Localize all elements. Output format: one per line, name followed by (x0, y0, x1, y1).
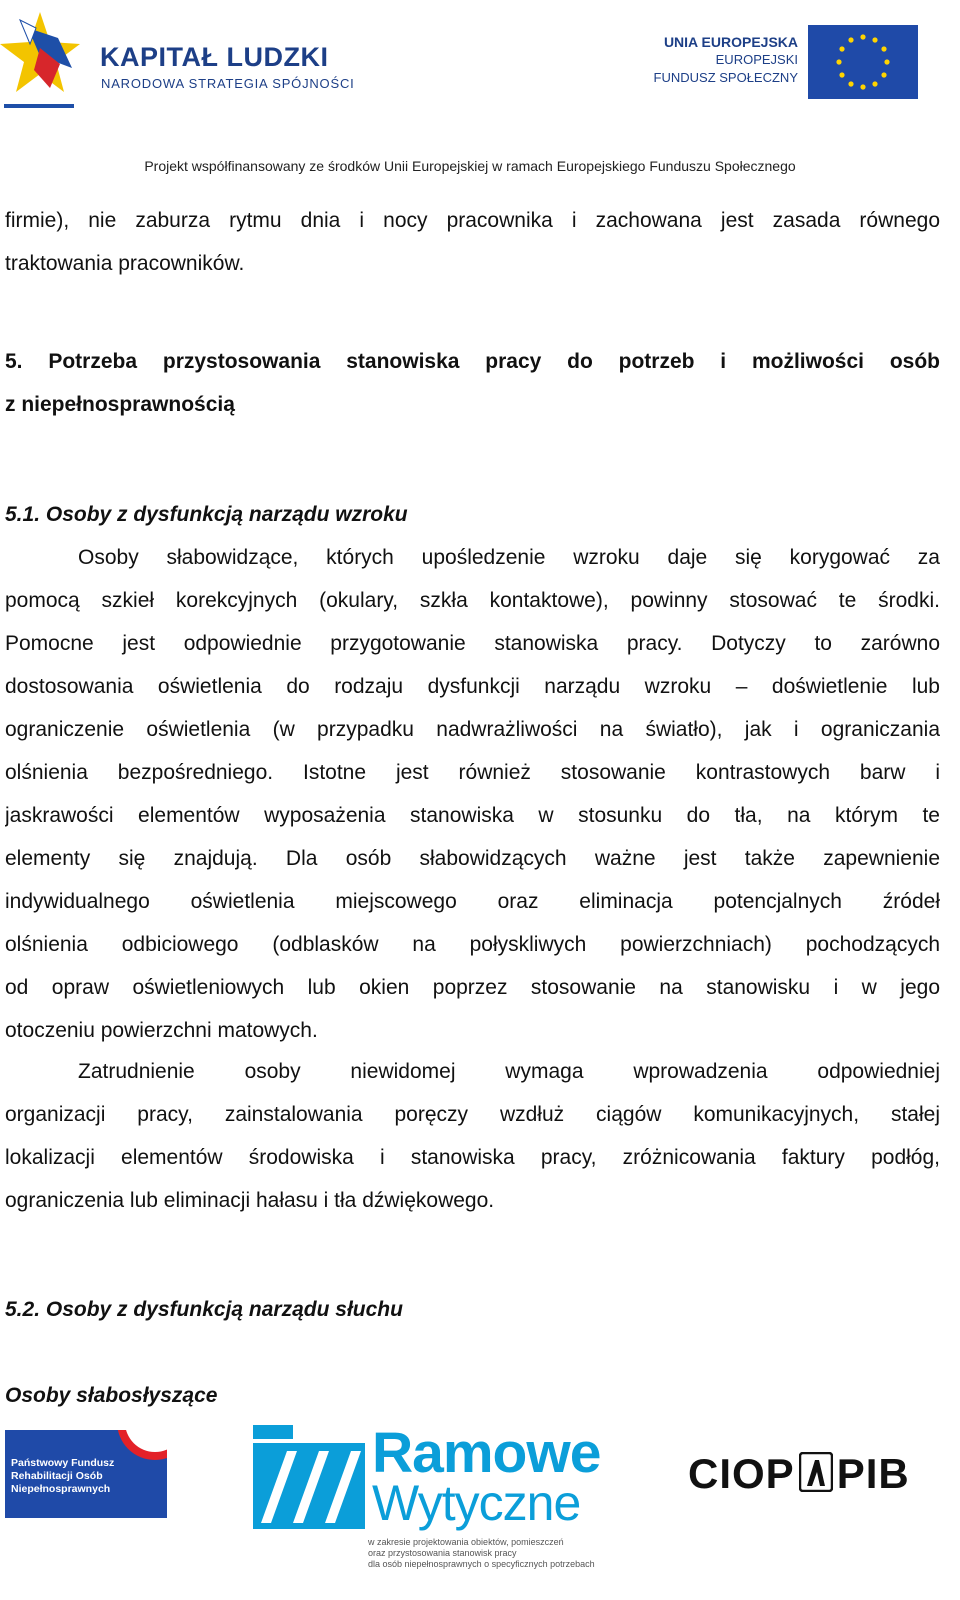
ramowe-wytyczne-graphic-icon (253, 1425, 365, 1535)
text-line: indywidualnego oświetlenia miejscowego oraz eliminacja potencjalnych źródeł (5, 890, 940, 913)
fineprint-line: dla osób niepełnosprawnych o specyficznych potrzebach (368, 1559, 595, 1569)
subheading-hard-of-hearing (5, 1374, 940, 1417)
text-line: Zatrudnienie osoby niewidomej wymaga wprowadzenia odpowiedniej (78, 1060, 940, 1083)
text-line: otoczeniu powierzchni matowych. (5, 1019, 318, 1042)
pib-text: PIB (836, 1450, 910, 1497)
text-line: jaskrawości elementów wyposażenia stanowiska w stosunku do tła, na którym te (5, 804, 940, 827)
heading-line: z niepełnosprawnością (5, 393, 235, 416)
text-line: od opraw oświetleniowych lub okien poprzez stosowanie na stanowisku i w jego (5, 976, 940, 999)
pfron-line-3: Niepełnosprawnych (11, 1483, 111, 1495)
text-line: firmie), nie zaburza rytmu dnia i nocy pracownika i zachowana jest zasada równego (5, 209, 940, 232)
page-header (0, 0, 960, 190)
text-line: Osoby słabowidzące, których upośledzenie wzroku daje się korygować za (78, 546, 940, 569)
eu-line-2: EUROPEJSKI (715, 52, 798, 67)
kapital-ludzki-logo-title: KAPITAŁ LUDZKI (100, 42, 329, 72)
pfron-logo-text (11, 1457, 114, 1496)
ramowe-wytyczne-subtitle: Wytyczne (372, 1475, 581, 1531)
text-line: traktowania pracowników. (5, 252, 245, 275)
eu-line-1: UNIA EUROPEJSKA (663, 34, 798, 50)
section-5-2-heading (5, 1288, 940, 1331)
fineprint-line: w zakresie projektowania obiektów, pomieszczeń (368, 1537, 564, 1547)
heading-line: 5. Potrzeba przystosowania stanowiska pracy do potrzeb i możliwości osób (5, 350, 940, 373)
paragraph-blind (5, 1050, 940, 1222)
text-line: ograniczenie oświetlenia (w przypadku nadwrażliwości na światło), jak i ograniczania (5, 718, 940, 741)
text-line: dostosowania oświetlenia do rodzaju dysfunkcji narządu wzroku – doświetlenie lub (5, 675, 940, 698)
text-line: olśnienia bezpośredniego. Istotne jest również stosowanie kontrastowych barw i (5, 761, 940, 784)
heading-line: 5.1. Osoby z dysfunkcją narządu wzroku (5, 503, 408, 526)
text-line: olśnienia odbiciowego (odblasków na połyskliwych powierzchniach) pochodzących (5, 933, 940, 956)
heading-line: 5.2. Osoby z dysfunkcją narządu słuchu (5, 1298, 403, 1321)
kapital-ludzki-logo-subtitle: NARODOWA STRATEGIA SPÓJNOŚCI (101, 76, 355, 91)
fineprint-line: oraz przystosowania stanowisk pracy (368, 1548, 517, 1558)
ciop-emblem-icon (799, 1452, 833, 1492)
intro-paragraph (5, 199, 940, 285)
text-line: elementy się znajdują. Dla osób słabowidzących ważne jest także zapewnienie (5, 847, 940, 870)
ramowe-wytyczne-fineprint (368, 1537, 595, 1570)
cofinancing-note: Projekt współfinansowany ze środków Unii Europejskiej w ramach Europejskiego Funduszu Społecznego (144, 158, 796, 174)
text-line: organizacji pracy, zainstalowania poręczy wzdłuż ciągów komunikacyjnych, stałej (5, 1103, 940, 1126)
ciop-text: CIOP (688, 1450, 795, 1497)
text-line: ograniczenia lub eliminacji hałasu i tła dźwiękowego. (5, 1189, 495, 1212)
pfron-line-1: Państwowy Fundusz (11, 1457, 115, 1469)
ciop-pib-logo (688, 1450, 910, 1498)
text-line: lokalizacji elementów środowiska i stanowiska pracy, zróżnicowania faktury podłóg, (5, 1146, 940, 1169)
paragraph-low-vision (5, 536, 940, 1052)
section-5-1-heading (5, 493, 940, 536)
text-line: Pomocne jest odpowiednie przygotowanie stanowiska pracy. Dotyczy to zarówno (5, 632, 940, 655)
heading-line: Osoby słabosłyszące (5, 1384, 218, 1407)
ramowe-wytyczne-title: Ramowe (372, 1421, 601, 1485)
kapital-ludzki-star-icon (0, 8, 80, 116)
eu-logo-text (620, 33, 798, 87)
eu-line-3: FUNDUSZ SPOŁECZNY (653, 70, 798, 85)
pfron-line-2: Rehabilitacji Osób (11, 1470, 103, 1482)
eu-flag-icon (808, 25, 918, 99)
section-5-heading (5, 340, 940, 426)
text-line: pomocą szkieł korekcyjnych (okulary, szkła kontaktowe), powinny stosować te środki. (5, 589, 940, 612)
